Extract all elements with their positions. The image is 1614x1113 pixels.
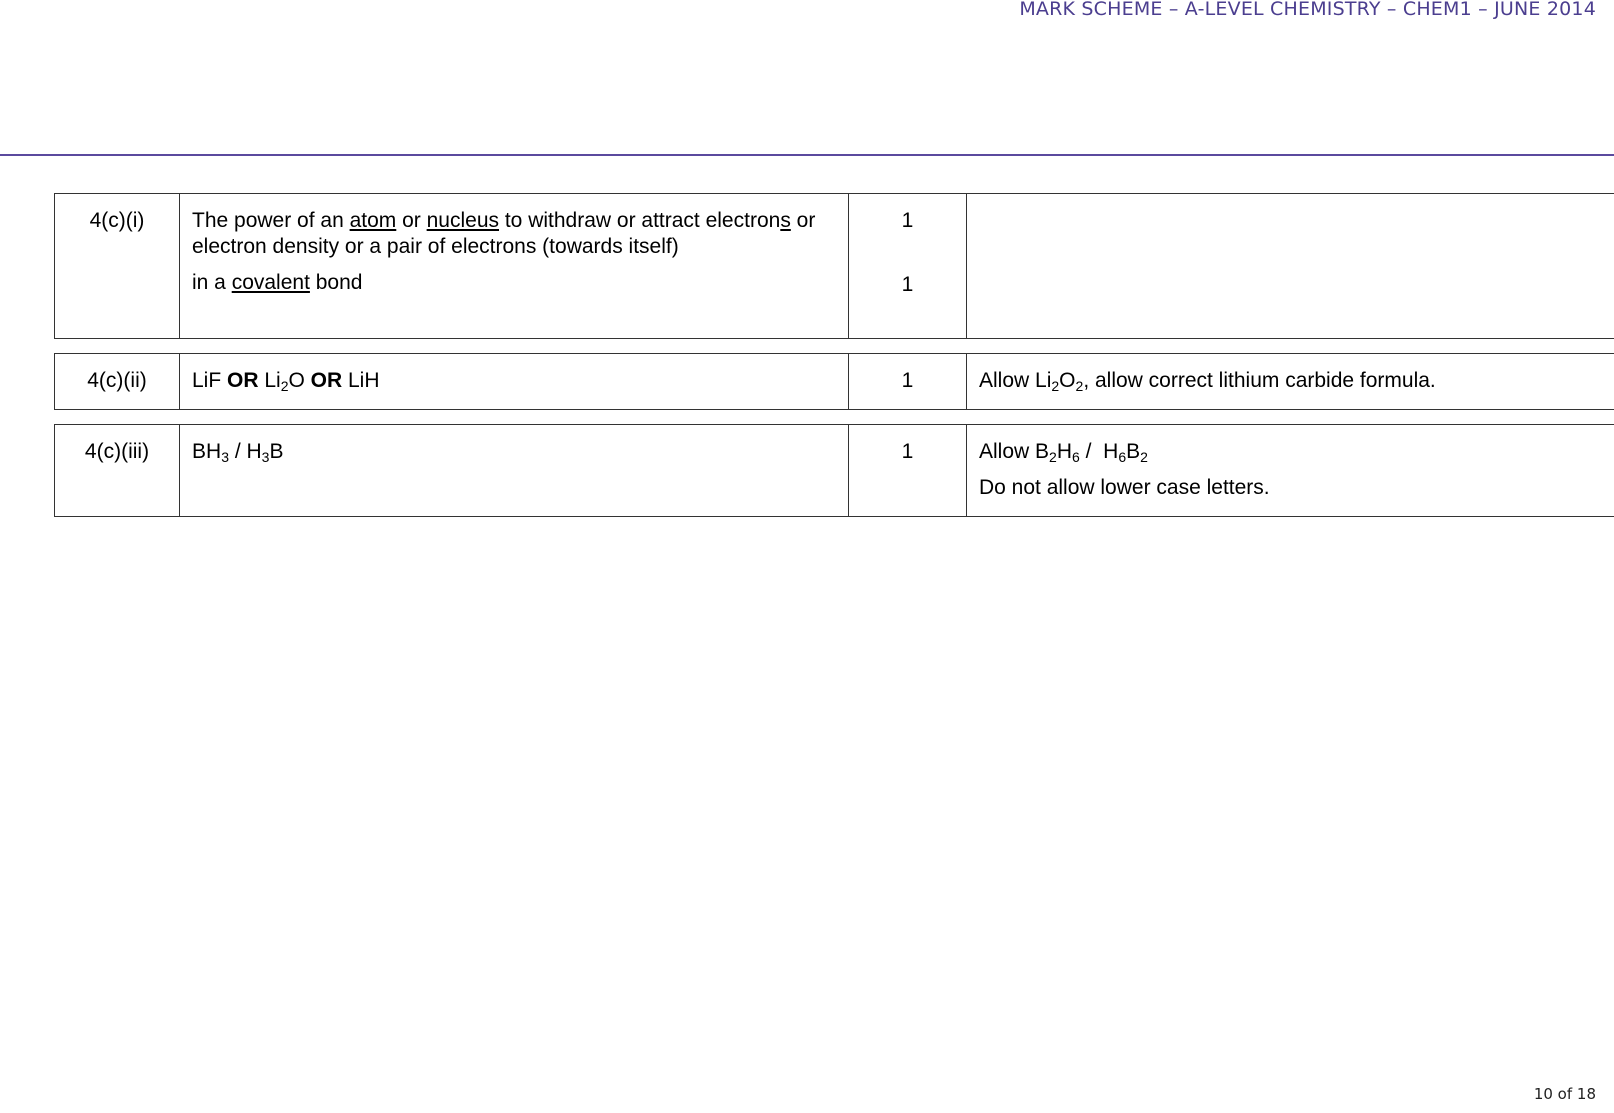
header-divider xyxy=(0,154,1614,156)
table-row xyxy=(55,194,1614,339)
answer-text: LiF xyxy=(192,369,228,392)
mark-scheme-table-4cii xyxy=(54,353,1614,410)
comment-text: B xyxy=(1126,440,1141,463)
answer-text: / H xyxy=(228,440,262,463)
marks-cell: 1 xyxy=(849,354,967,410)
answer-text: BH xyxy=(192,440,222,463)
page-header-title: MARK SCHEME – A-LEVEL CHEMISTRY – CHEM1 – JUNE 2014 xyxy=(1019,0,1596,20)
comment-text: Allow B xyxy=(979,440,1050,463)
answer-text: or electron density or a pair of electrons (towards itself) xyxy=(192,209,816,258)
underlined-term: s xyxy=(780,209,791,232)
marks-cell: 1 xyxy=(849,425,967,517)
comments-cell xyxy=(967,194,1614,339)
bold-connector: OR xyxy=(310,369,343,392)
answer-text: or xyxy=(396,209,427,232)
underlined-term: atom xyxy=(349,209,397,232)
question-number: 4(c)(iii) xyxy=(55,425,180,517)
answer-text: Li xyxy=(258,369,281,392)
answer-paragraph xyxy=(192,208,836,260)
comment-text: O xyxy=(1059,369,1076,392)
answer-text: The power of an xyxy=(192,209,350,232)
question-number: 4(c)(i) xyxy=(55,194,180,339)
answer-paragraph xyxy=(192,270,836,296)
mark-scheme-table-4ciii xyxy=(54,424,1614,517)
subscript: 2 xyxy=(280,378,289,394)
answer-cell xyxy=(180,425,849,517)
comment-text: / H xyxy=(1079,440,1119,463)
comment-line xyxy=(979,439,1602,465)
subscript: 2 xyxy=(1075,378,1084,394)
subscript: 2 xyxy=(1140,449,1148,465)
underlined-term: covalent xyxy=(231,271,310,294)
table-row xyxy=(55,425,1614,517)
subscript: 6 xyxy=(1118,449,1127,465)
answer-text: LiH xyxy=(342,369,380,392)
comments-cell xyxy=(967,425,1614,517)
comment-text: , allow correct lithium carbide formula. xyxy=(1083,369,1436,392)
bold-connector: OR xyxy=(227,369,259,392)
answer-text: B xyxy=(269,440,284,463)
marks-cell xyxy=(849,194,967,339)
question-number: 4(c)(ii) xyxy=(55,354,180,410)
subscript: 2 xyxy=(1049,449,1057,465)
mark-value: 1 xyxy=(901,273,914,296)
comment-text: Allow Li xyxy=(979,369,1052,392)
comments-cell xyxy=(967,354,1614,410)
answer-cell xyxy=(180,354,849,410)
subscript: 3 xyxy=(261,449,270,465)
mark-value: 1 xyxy=(901,209,914,232)
answer-text: to withdraw or attract electron xyxy=(499,209,781,232)
answer-text: in a xyxy=(192,271,232,294)
table-row xyxy=(55,354,1614,410)
comment-text: H xyxy=(1056,440,1072,463)
underlined-term: nucleus xyxy=(426,209,500,232)
answer-text: O xyxy=(288,369,311,392)
answer-text: bond xyxy=(309,271,363,294)
subscript: 6 xyxy=(1072,449,1080,465)
mark-scheme-table-4ci xyxy=(54,193,1614,339)
answer-cell xyxy=(180,194,849,339)
comment-line: Do not allow lower case letters. xyxy=(979,476,1270,499)
page-number: 10 of 18 xyxy=(1533,1085,1596,1103)
subscript: 3 xyxy=(221,449,229,465)
subscript: 2 xyxy=(1051,378,1060,394)
